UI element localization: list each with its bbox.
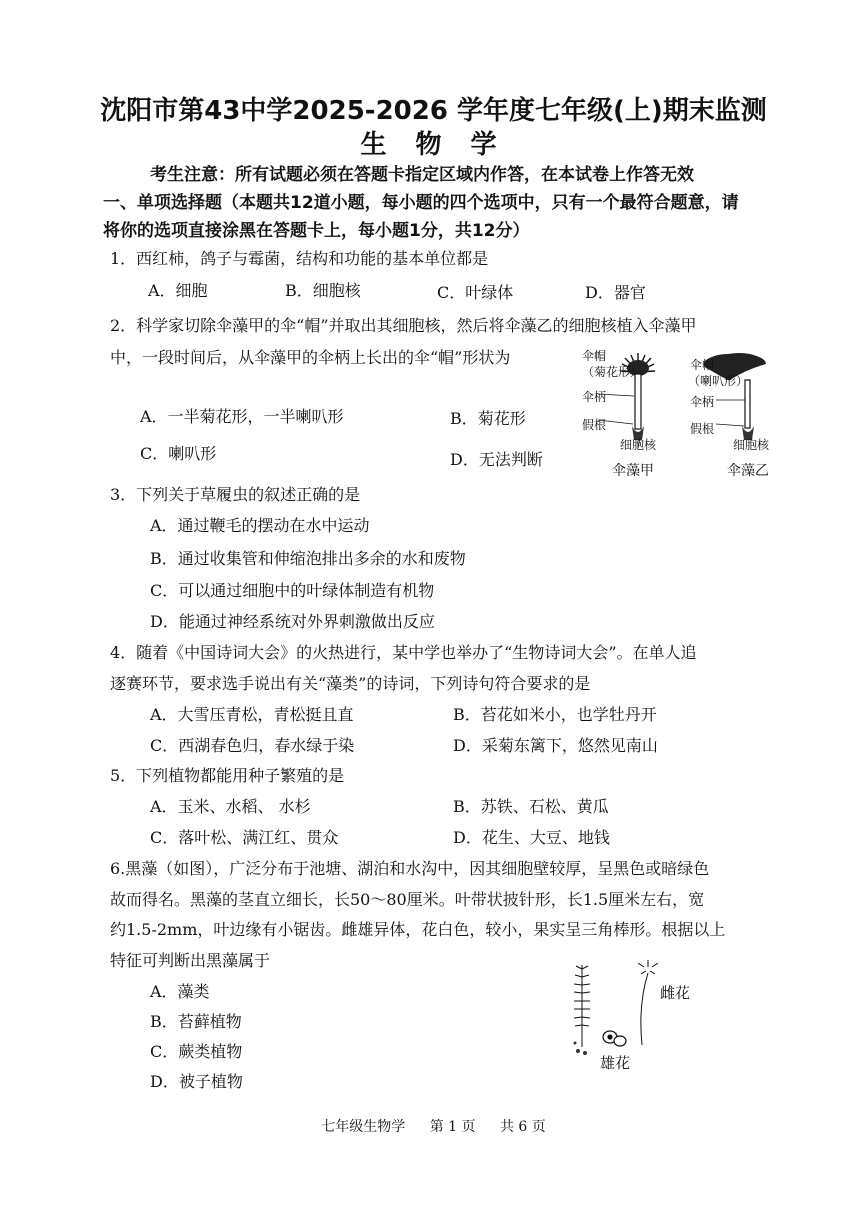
q3-option-a: A．通过鞭毛的摆动在水中运动 [150, 516, 370, 535]
male-flower-icon [603, 1031, 626, 1046]
q6-stem-line3: 约1.5-2mm，叶边缘有小锯齿。雌雄异体，花白色，较小，果实呈三角棒形。根据以上 [110, 920, 726, 939]
q6-option-c: C．蕨类植物 [150, 1042, 243, 1061]
female-flower-label: 雌花 [660, 984, 691, 1002]
q6-option-a: A．藻类 [150, 982, 210, 1001]
q6-stem-line4: 特征可判断出黑藻属于 [110, 951, 271, 970]
jia-cap-label: 伞帽 [582, 349, 607, 363]
acetabularia-jia-stalk [635, 374, 641, 429]
footer-subject: 七年级生物学 [321, 1119, 406, 1135]
q5-option-c: C．落叶松、满江红、贯众 [150, 828, 339, 847]
q4-option-a: A．大雪压青松，青松挺且直 [150, 705, 354, 724]
female-flower-icon [638, 960, 658, 1045]
q3-stem: 3．下列关于草履虫的叙述正确的是 [110, 485, 361, 504]
q4-option-c: C．西湖春色归，春水绿于染 [150, 736, 355, 755]
page-footer [0, 1116, 867, 1136]
male-flower-label: 雄花 [600, 1054, 631, 1072]
exam-title: 沈阳市第43中学2025-2026 学年度七年级(上)期末监测 [100, 96, 767, 126]
q6-option-b: B．苔藓植物 [150, 1012, 242, 1031]
q2-option-c: C．喇叭形 [140, 444, 217, 463]
q3-option-d: D．能通过神经系统对外界刺激做出反应 [150, 612, 435, 631]
q3-option-c: C．可以通过细胞中的叶绿体制造有机物 [150, 581, 435, 600]
q1-stem: 1．西红柿，鸽子与霉菌，结构和功能的基本单位都是 [110, 249, 489, 268]
q6-stem-line2: 故而得名。黑藻的茎直立细长，长50～80厘米。叶带状披针形，长1.5厘米左右，宽 [110, 890, 705, 909]
footer-page: 第 1 页 [429, 1119, 476, 1135]
jia-cap-shape-label: （菊花形） [582, 365, 643, 379]
q4-stem-line2: 逐赛环节，要求选手说出有关“藻类”的诗词，下列诗句符合要求的是 [110, 674, 591, 693]
jia-rhizoid-label: 假根 [582, 418, 607, 432]
q4-option-d: D．采菊东篱下，悠然见南山 [453, 736, 658, 755]
jia-name-label: 伞藻甲 [612, 463, 654, 479]
q2-option-d: D．无法判断 [450, 450, 543, 469]
q5-option-b: B．苏铁、石松、黄瓜 [453, 797, 609, 816]
jia-stalk-label: 伞柄 [582, 390, 607, 404]
q6-option-d: D．被子植物 [150, 1072, 243, 1091]
q3-option-b: B．通过收集管和伸缩泡排出多余的水和废物 [150, 549, 466, 568]
hydrilla-figure [560, 955, 710, 1085]
q2-option-b: B．菊花形 [450, 409, 526, 428]
q6-stem-line1: 6.黑藻（如图），广泛分布于池塘、湖泊和水沟中，因其细胞壁较厚，呈黑色或暗绿色 [110, 859, 710, 878]
exam-notice: 考生注意：所有试题必须在答题卡指定区域内作答，在本试卷上作答无效 [150, 165, 694, 185]
yi-name-label: 伞藻乙 [727, 463, 769, 479]
q5-option-a: A．玉米、水稻、 水杉 [150, 797, 311, 816]
jia-nucleus-label: 细胞核 [620, 438, 657, 452]
q1-option-d: D．器官 [585, 283, 646, 302]
hydrilla-stem [574, 965, 590, 1047]
yi-nucleus-label: 细胞核 [733, 438, 770, 452]
q4-option-b: B．苔花如米小，也学牡丹开 [453, 705, 657, 724]
yi-cap-shape-label: （喇叭形） [688, 374, 749, 388]
yi-cap-label: 伞帽 [690, 358, 715, 372]
section-heading-line2: 将你的选项直接涂黑在答题卡上，每小题1分，共12分） [103, 221, 530, 241]
footer-total: 共 6 页 [499, 1119, 546, 1135]
q2-option-a: A．一半菊花形，一半喇叭形 [140, 407, 344, 426]
q5-option-d: D．花生、大豆、地钱 [453, 828, 610, 847]
q1-option-a: A．细胞 [148, 281, 208, 300]
q1-option-c: C．叶绿体 [437, 283, 514, 302]
yi-rhizoid-label: 假根 [690, 422, 715, 436]
subject-title: 生 物 学 [360, 130, 507, 160]
q2-stem-line1: 2．科学家切除伞藻甲的伞“帽”并取出其细胞核，然后将伞藻乙的细胞核植入伞藻甲 [110, 316, 697, 335]
section-heading-line1: 一、单项选择题（本题共12道小题，每小题的四个选项中，只有一个最符合题意，请 [103, 193, 739, 213]
q4-stem-line1: 4．随着《中国诗词大会》的火热进行，某中学也举办了“生物诗词大会”。在单人追 [110, 643, 697, 662]
hydrilla-roots [574, 1042, 588, 1056]
q5-stem: 5．下列植物都能用种子繁殖的是 [110, 766, 345, 785]
q1-option-b: B．细胞核 [285, 281, 361, 300]
q2-stem-line2: 中，一段时间后，从伞藻甲的伞柄上长出的伞“帽”形状为 [110, 348, 511, 367]
yi-stalk-label: 伞柄 [690, 395, 715, 409]
